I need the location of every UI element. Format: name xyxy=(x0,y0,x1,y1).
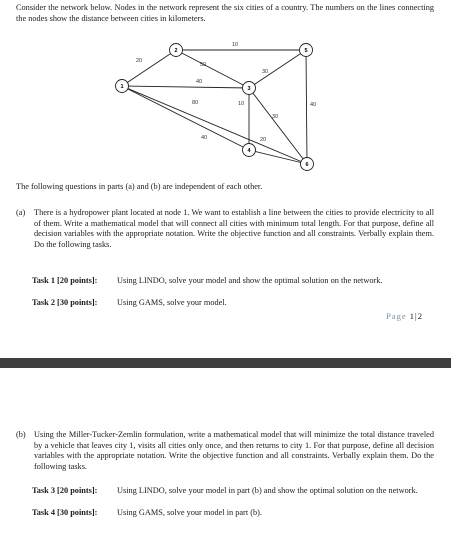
page-total: 2 xyxy=(417,311,423,321)
edge-3-5 xyxy=(249,50,306,88)
edge-label-2-3: 50 xyxy=(200,62,207,68)
task-4 xyxy=(32,508,432,519)
part-b-label: (b) xyxy=(16,430,26,439)
page-separator xyxy=(0,358,451,368)
edge-label-3-6: 30 xyxy=(272,114,279,120)
part-a-label: (a) xyxy=(16,208,26,217)
part-b-text: Using the Miller-Tucker-Zemlin formulation, write a mathematical model that will minimize the total distance traveled by a vehicle that leaves city 1, visits all cities only once, and then returns to city 1. For that purpose, define all decision variables with the appropriate notation. Write the objective function and all constraints. Verbally explain them. Do the following tasks. xyxy=(34,430,434,471)
edge-label-1-2: 20 xyxy=(136,58,143,64)
node-6 xyxy=(301,158,314,171)
edge-5-6 xyxy=(306,50,307,164)
page-current: 1 xyxy=(409,311,416,321)
task-3 xyxy=(32,486,432,497)
task-1 xyxy=(32,276,432,287)
node-label: 3 xyxy=(247,86,251,92)
edge-label-3-4: 10 xyxy=(238,101,245,107)
part-a-text: There is a hydropower plant located at node 1. We want to establish a line between the cities to provide electricity to all of them. Write a mathematical model that will connect all cities with minimum total length. For that purpose, define all decision variables with the appropriate notation. Write the objective function and all constraints. Verbally explain them. Do the following tasks. xyxy=(34,208,434,249)
node-label: 5 xyxy=(304,48,308,54)
node-2 xyxy=(170,44,183,57)
task-3-text: Using LINDO, solve your model in part (b) and show the optimal solution on the network. xyxy=(117,486,418,495)
network-diagram xyxy=(0,30,451,180)
task-1-text: Using LINDO, solve your model and show the optimal solution on the network. xyxy=(117,276,383,285)
edge-3-6 xyxy=(249,88,307,164)
node-label: 6 xyxy=(305,162,309,168)
page-word: Page xyxy=(386,311,407,321)
part-b xyxy=(16,430,434,472)
task-2-text: Using GAMS, solve your model. xyxy=(117,298,227,307)
edge-label-1-3: 40 xyxy=(196,79,203,85)
task-2-label: Task 2 [30 points]: xyxy=(32,298,98,307)
node-label: 2 xyxy=(174,48,178,54)
node-label: 4 xyxy=(247,148,251,154)
edge-1-2 xyxy=(122,50,176,86)
edge-label-3-5: 30 xyxy=(262,69,269,75)
edge-2-3 xyxy=(176,50,249,88)
task-1-label: Task 1 [20 points]: xyxy=(32,276,98,285)
edge-label-1-4: 80 xyxy=(192,100,199,106)
independence-note: The following questions in parts (a) and (b) are independent of each other. xyxy=(16,182,263,191)
task-4-label: Task 4 [30 points]: xyxy=(32,508,98,517)
edge-label-1-6: 40 xyxy=(201,135,208,141)
node-label: 1 xyxy=(120,84,124,90)
page-number xyxy=(386,311,423,321)
node-3 xyxy=(243,82,256,95)
node-1 xyxy=(116,80,129,93)
page-2 xyxy=(0,368,451,534)
task-2 xyxy=(32,298,432,309)
node-4 xyxy=(243,144,256,157)
edge-label-5-6: 40 xyxy=(310,102,317,108)
edge-1-4 xyxy=(122,86,249,150)
intro-paragraph: Consider the network below. Nodes in the network represent the six cities of a country. The numbers on the lines connecting the nodes show the distance between cities in kilometers. xyxy=(16,3,434,23)
edge-1-3 xyxy=(122,86,249,88)
node-5 xyxy=(300,44,313,57)
page-sep: | xyxy=(415,311,418,321)
edge-label-4-6: 20 xyxy=(260,137,267,143)
task-3-label: Task 3 [20 points]: xyxy=(32,486,98,495)
edge-1-6 xyxy=(122,86,307,164)
edge-label-2-5: 10 xyxy=(232,42,239,48)
part-a xyxy=(16,208,434,250)
task-4-text: Using GAMS, solve your model in part (b). xyxy=(117,508,262,517)
